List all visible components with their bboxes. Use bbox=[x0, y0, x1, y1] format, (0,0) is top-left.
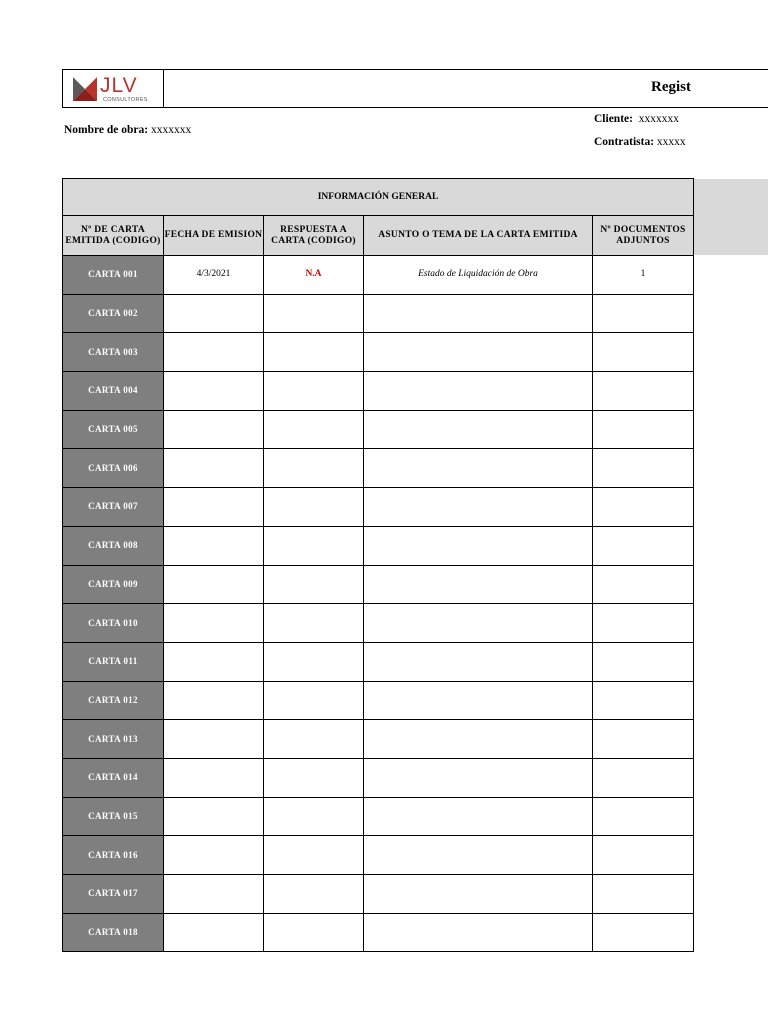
table-row bbox=[63, 410, 694, 449]
table-row bbox=[63, 836, 694, 875]
date-cell bbox=[164, 565, 264, 604]
code-cell: CARTA 013 bbox=[63, 720, 164, 759]
column-header-subject: ASUNTO O TEMA DE LA CARTA EMITIDA bbox=[364, 216, 593, 256]
table-row bbox=[63, 294, 694, 333]
attachments-cell bbox=[593, 294, 694, 333]
document-title: Regist bbox=[651, 79, 691, 95]
contractor-field bbox=[594, 136, 686, 148]
date-cell bbox=[164, 410, 264, 449]
code-cell: CARTA 007 bbox=[63, 488, 164, 527]
date-cell bbox=[164, 372, 264, 411]
column-header-reply: RESPUESTA A CARTA (CODIGO) bbox=[264, 216, 364, 256]
subject-cell bbox=[364, 410, 593, 449]
company-logo bbox=[63, 70, 164, 107]
logo-brand: JLV bbox=[100, 74, 138, 97]
code-cell: CARTA 008 bbox=[63, 526, 164, 565]
attachments-cell bbox=[593, 449, 694, 488]
reply-cell bbox=[264, 836, 364, 875]
reply-cell bbox=[264, 565, 364, 604]
code-cell: CARTA 005 bbox=[63, 410, 164, 449]
table-row bbox=[63, 681, 694, 720]
attachments-cell bbox=[593, 875, 694, 914]
section-header: INFORMACIÓN GENERAL bbox=[63, 179, 694, 216]
reply-cell bbox=[264, 410, 364, 449]
document-header bbox=[62, 69, 768, 108]
table-row bbox=[63, 642, 694, 681]
letters-register-table bbox=[62, 178, 694, 952]
subject-cell bbox=[364, 294, 593, 333]
reply-cell bbox=[264, 913, 364, 952]
logo-subtitle: CONSULTORES bbox=[103, 97, 148, 103]
client-value: xxxxxxx bbox=[638, 113, 679, 125]
subject-cell bbox=[364, 720, 593, 759]
attachments-cell bbox=[593, 642, 694, 681]
subject-cell bbox=[364, 526, 593, 565]
date-cell bbox=[164, 758, 264, 797]
table-row bbox=[63, 256, 694, 295]
code-cell: CARTA 002 bbox=[63, 294, 164, 333]
subject-cell bbox=[364, 681, 593, 720]
table-row bbox=[63, 488, 694, 527]
code-cell: CARTA 012 bbox=[63, 681, 164, 720]
code-cell: CARTA 017 bbox=[63, 875, 164, 914]
reply-cell bbox=[264, 294, 364, 333]
column-header-code: Nº DE CARTA EMITIDA (CODIGO) bbox=[63, 216, 164, 256]
attachments-cell bbox=[593, 913, 694, 952]
code-cell: CARTA 003 bbox=[63, 333, 164, 372]
date-cell bbox=[164, 913, 264, 952]
subject-cell bbox=[364, 565, 593, 604]
header-extension-band bbox=[692, 179, 768, 255]
reply-cell bbox=[264, 449, 364, 488]
project-field bbox=[64, 124, 191, 136]
attachments-cell bbox=[593, 681, 694, 720]
code-cell: CARTA 016 bbox=[63, 836, 164, 875]
code-cell: CARTA 010 bbox=[63, 604, 164, 643]
attachments-cell bbox=[593, 333, 694, 372]
subject-cell bbox=[364, 333, 593, 372]
project-value: xxxxxxx bbox=[151, 124, 192, 136]
date-cell bbox=[164, 449, 264, 488]
contractor-value: xxxxx bbox=[656, 136, 686, 148]
date-cell bbox=[164, 642, 264, 681]
table-row bbox=[63, 913, 694, 952]
reply-cell bbox=[264, 488, 364, 527]
reply-cell bbox=[264, 526, 364, 565]
reply-cell bbox=[264, 642, 364, 681]
reply-cell bbox=[264, 372, 364, 411]
code-cell: CARTA 001 bbox=[63, 256, 164, 295]
reply-cell bbox=[264, 797, 364, 836]
client-field bbox=[594, 113, 679, 125]
reply-cell bbox=[264, 875, 364, 914]
attachments-cell bbox=[593, 565, 694, 604]
subject-cell bbox=[364, 836, 593, 875]
code-cell: CARTA 006 bbox=[63, 449, 164, 488]
reply-cell: N.A bbox=[264, 256, 364, 295]
date-cell bbox=[164, 294, 264, 333]
attachments-cell bbox=[593, 758, 694, 797]
subject-cell bbox=[364, 449, 593, 488]
contractor-label: Contratista: bbox=[594, 136, 655, 148]
attachments-cell bbox=[593, 720, 694, 759]
date-cell bbox=[164, 333, 264, 372]
date-cell bbox=[164, 836, 264, 875]
table-row bbox=[63, 875, 694, 914]
attachments-cell: 1 bbox=[593, 256, 694, 295]
attachments-cell bbox=[593, 836, 694, 875]
column-header-row bbox=[63, 216, 694, 256]
subject-cell bbox=[364, 604, 593, 643]
subject-cell bbox=[364, 372, 593, 411]
column-header-date: FECHA DE EMISION bbox=[164, 216, 264, 256]
code-cell: CARTA 015 bbox=[63, 797, 164, 836]
table-row bbox=[63, 604, 694, 643]
client-label: Cliente: bbox=[594, 113, 633, 125]
subject-cell bbox=[364, 913, 593, 952]
reply-cell bbox=[264, 604, 364, 643]
table-row bbox=[63, 372, 694, 411]
table-row bbox=[63, 526, 694, 565]
subject-cell: Estado de Liquidación de Obra bbox=[364, 256, 593, 295]
date-cell bbox=[164, 875, 264, 914]
code-cell: CARTA 004 bbox=[63, 372, 164, 411]
project-label: Nombre de obra: bbox=[64, 124, 149, 136]
date-cell bbox=[164, 488, 264, 527]
date-cell bbox=[164, 797, 264, 836]
date-cell: 4/3/2021 bbox=[164, 256, 264, 295]
subject-cell bbox=[364, 642, 593, 681]
table-row bbox=[63, 797, 694, 836]
attachments-cell bbox=[593, 372, 694, 411]
table-row bbox=[63, 333, 694, 372]
subject-cell bbox=[364, 875, 593, 914]
attachments-cell bbox=[593, 797, 694, 836]
date-cell bbox=[164, 720, 264, 759]
code-cell: CARTA 014 bbox=[63, 758, 164, 797]
attachments-cell bbox=[593, 604, 694, 643]
code-cell: CARTA 009 bbox=[63, 565, 164, 604]
subject-cell bbox=[364, 488, 593, 527]
attachments-cell bbox=[593, 410, 694, 449]
reply-cell bbox=[264, 333, 364, 372]
column-header-attachments: Nº DOCUMENTOS ADJUNTOS bbox=[593, 216, 694, 256]
attachments-cell bbox=[593, 526, 694, 565]
code-cell: CARTA 018 bbox=[63, 913, 164, 952]
logo-mark-icon bbox=[73, 77, 97, 101]
date-cell bbox=[164, 681, 264, 720]
table-row bbox=[63, 449, 694, 488]
reply-cell bbox=[264, 720, 364, 759]
reply-cell bbox=[264, 681, 364, 720]
date-cell bbox=[164, 526, 264, 565]
reply-cell bbox=[264, 758, 364, 797]
subject-cell bbox=[364, 758, 593, 797]
subject-cell bbox=[364, 797, 593, 836]
table-row bbox=[63, 758, 694, 797]
date-cell bbox=[164, 604, 264, 643]
code-cell: CARTA 011 bbox=[63, 642, 164, 681]
table-row bbox=[63, 720, 694, 759]
attachments-cell bbox=[593, 488, 694, 527]
table-row bbox=[63, 565, 694, 604]
